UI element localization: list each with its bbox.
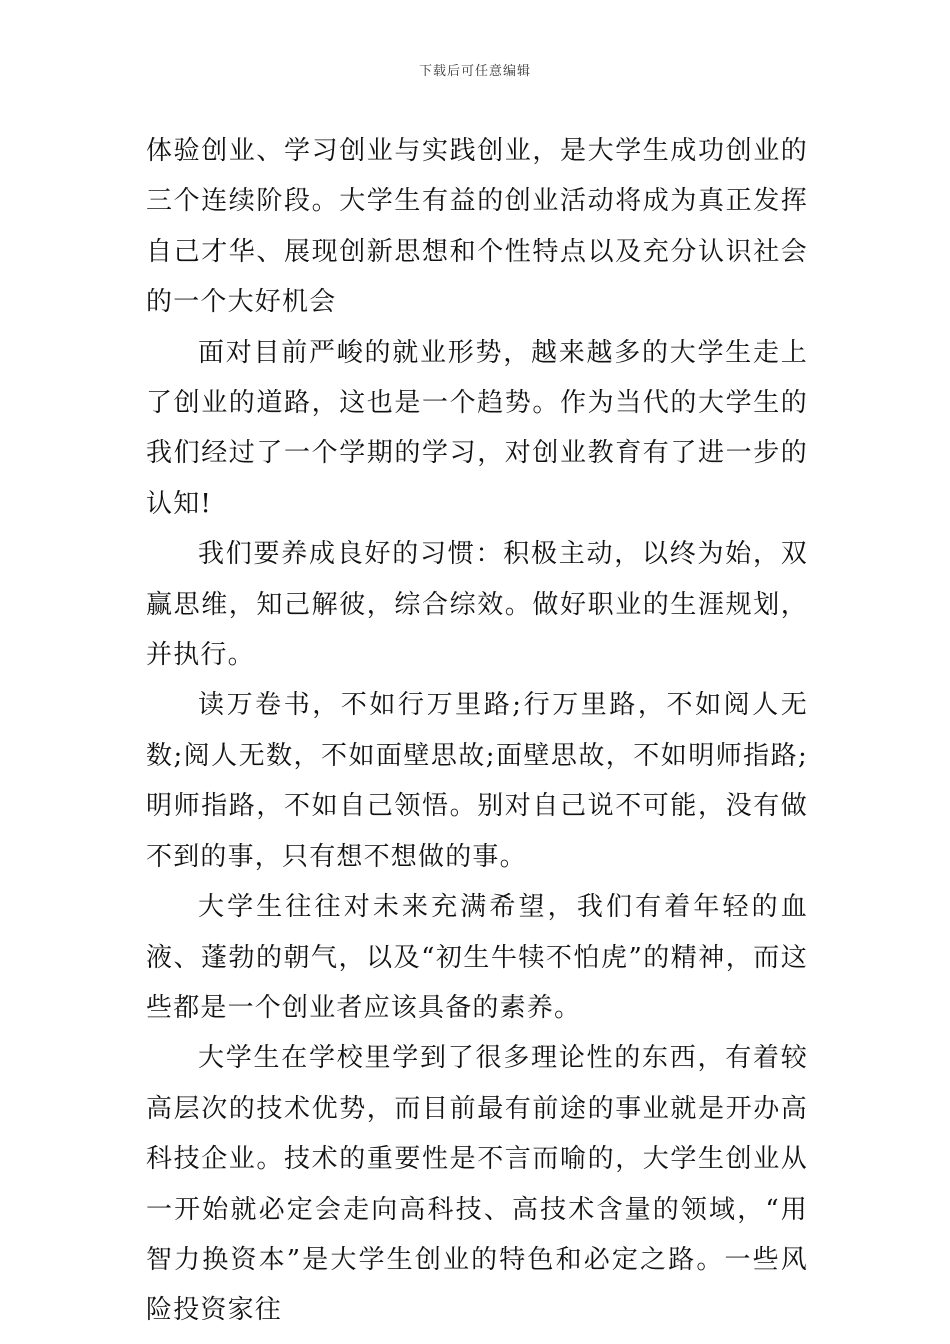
paragraph-3: 我们要养成良好的习惯：积极主动，以终为始，双赢思维，知己解彼，综合综效。做好职业的生涯规划，并执行。	[146, 539, 808, 671]
paragraph-2: 面对目前严峻的就业形势，越来越多的大学生走上了创业的道路，这也是一个趋势。作为当代的大学生的我们经过了一个学期的学习，对创业教育有了进一步的认知!	[146, 337, 808, 519]
page-header-note: 下载后可任意编辑	[418, 64, 531, 79]
paragraph-4: 读万卷书，不如行万里路;行万里路，不如阅人无数;阅人无数，不如面壁思故;面壁思故，不如明师指路;明师指路，不如自己领悟。别对自己说不可能，没有做不到的事，只有想不想做的事。	[146, 690, 808, 872]
paragraph-6: 大学生在学校里学到了很多理论性的东西，有着较高层次的技术优势，而目前最有前途的事业就是开办高科技企业。技术的重要性是不言而喻的，大学生创业从一开始就必定会走向高科技、高技术含量的领域，“用智力换资本”是大学生创业的特色和必定之路。一些风险投资家往	[146, 1043, 808, 1326]
paragraph-1: 体验创业、学习创业与实践创业，是大学生成功创业的三个连续阶段。大学生有益的创业活动将成为真正发挥自己才华、展现创新思想和个性特点以及充分认识社会的一个大好机会	[146, 136, 808, 318]
document-body	[146, 126, 808, 1336]
paragraph-5: 大学生往往对未来充满希望，我们有着年轻的血液、蓬勃的朝气，以及“初生牛犊不怕虎”的精神，而这些都是一个创业者应该具备的素养。	[146, 892, 808, 1023]
